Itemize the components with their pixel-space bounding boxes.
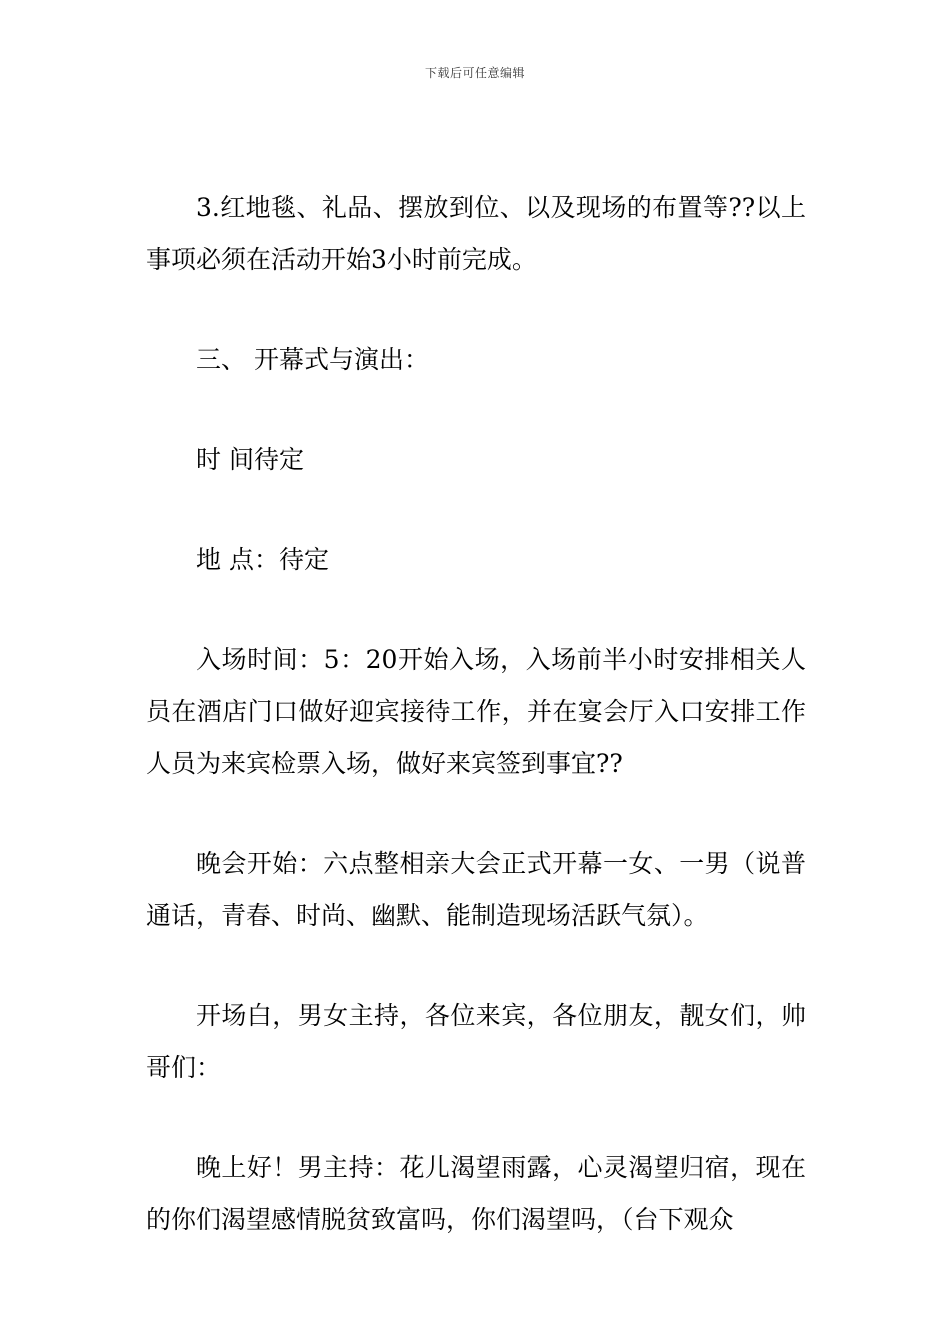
paragraph-host-greeting: 晚上好！男主持：花儿渴望雨露，心灵渴望归宿，现在的你们渴望感情脱贫致富吗，你们渴望吗，（台下观众 [146, 1153, 806, 1234]
paragraph-gala-start: 晚会开始：六点整相亲大会正式开幕一女、一男（说普通话，青春、时尚、幽默、能制造现场活跃气氛）。 [146, 849, 806, 930]
paragraph-preparation: 3.红地毯、礼品、摆放到位、以及现场的布置等??以上事项必须在活动开始3小时前完成。 [146, 193, 806, 274]
paragraph-entry-time: 入场时间：5：20开始入场，入场前半小时安排相关人员在酒店门口做好迎宾接待工作，并在宴会厅入口安排工作人员为来宾检票入场，做好来宾签到事宜?? [146, 645, 806, 778]
page-header: 下载后可任意编辑 [424, 66, 525, 80]
document-body [146, 182, 806, 1294]
section-heading-opening: 三、 开幕式与演出： [196, 345, 429, 374]
paragraph-location: 地 点：待定 [196, 545, 329, 574]
paragraph-time: 时 间待定 [196, 445, 304, 474]
paragraph-opening-remarks: 开场白，男女主持，各位来宾，各位朋友，靓女们，帅哥们： [146, 1001, 806, 1082]
